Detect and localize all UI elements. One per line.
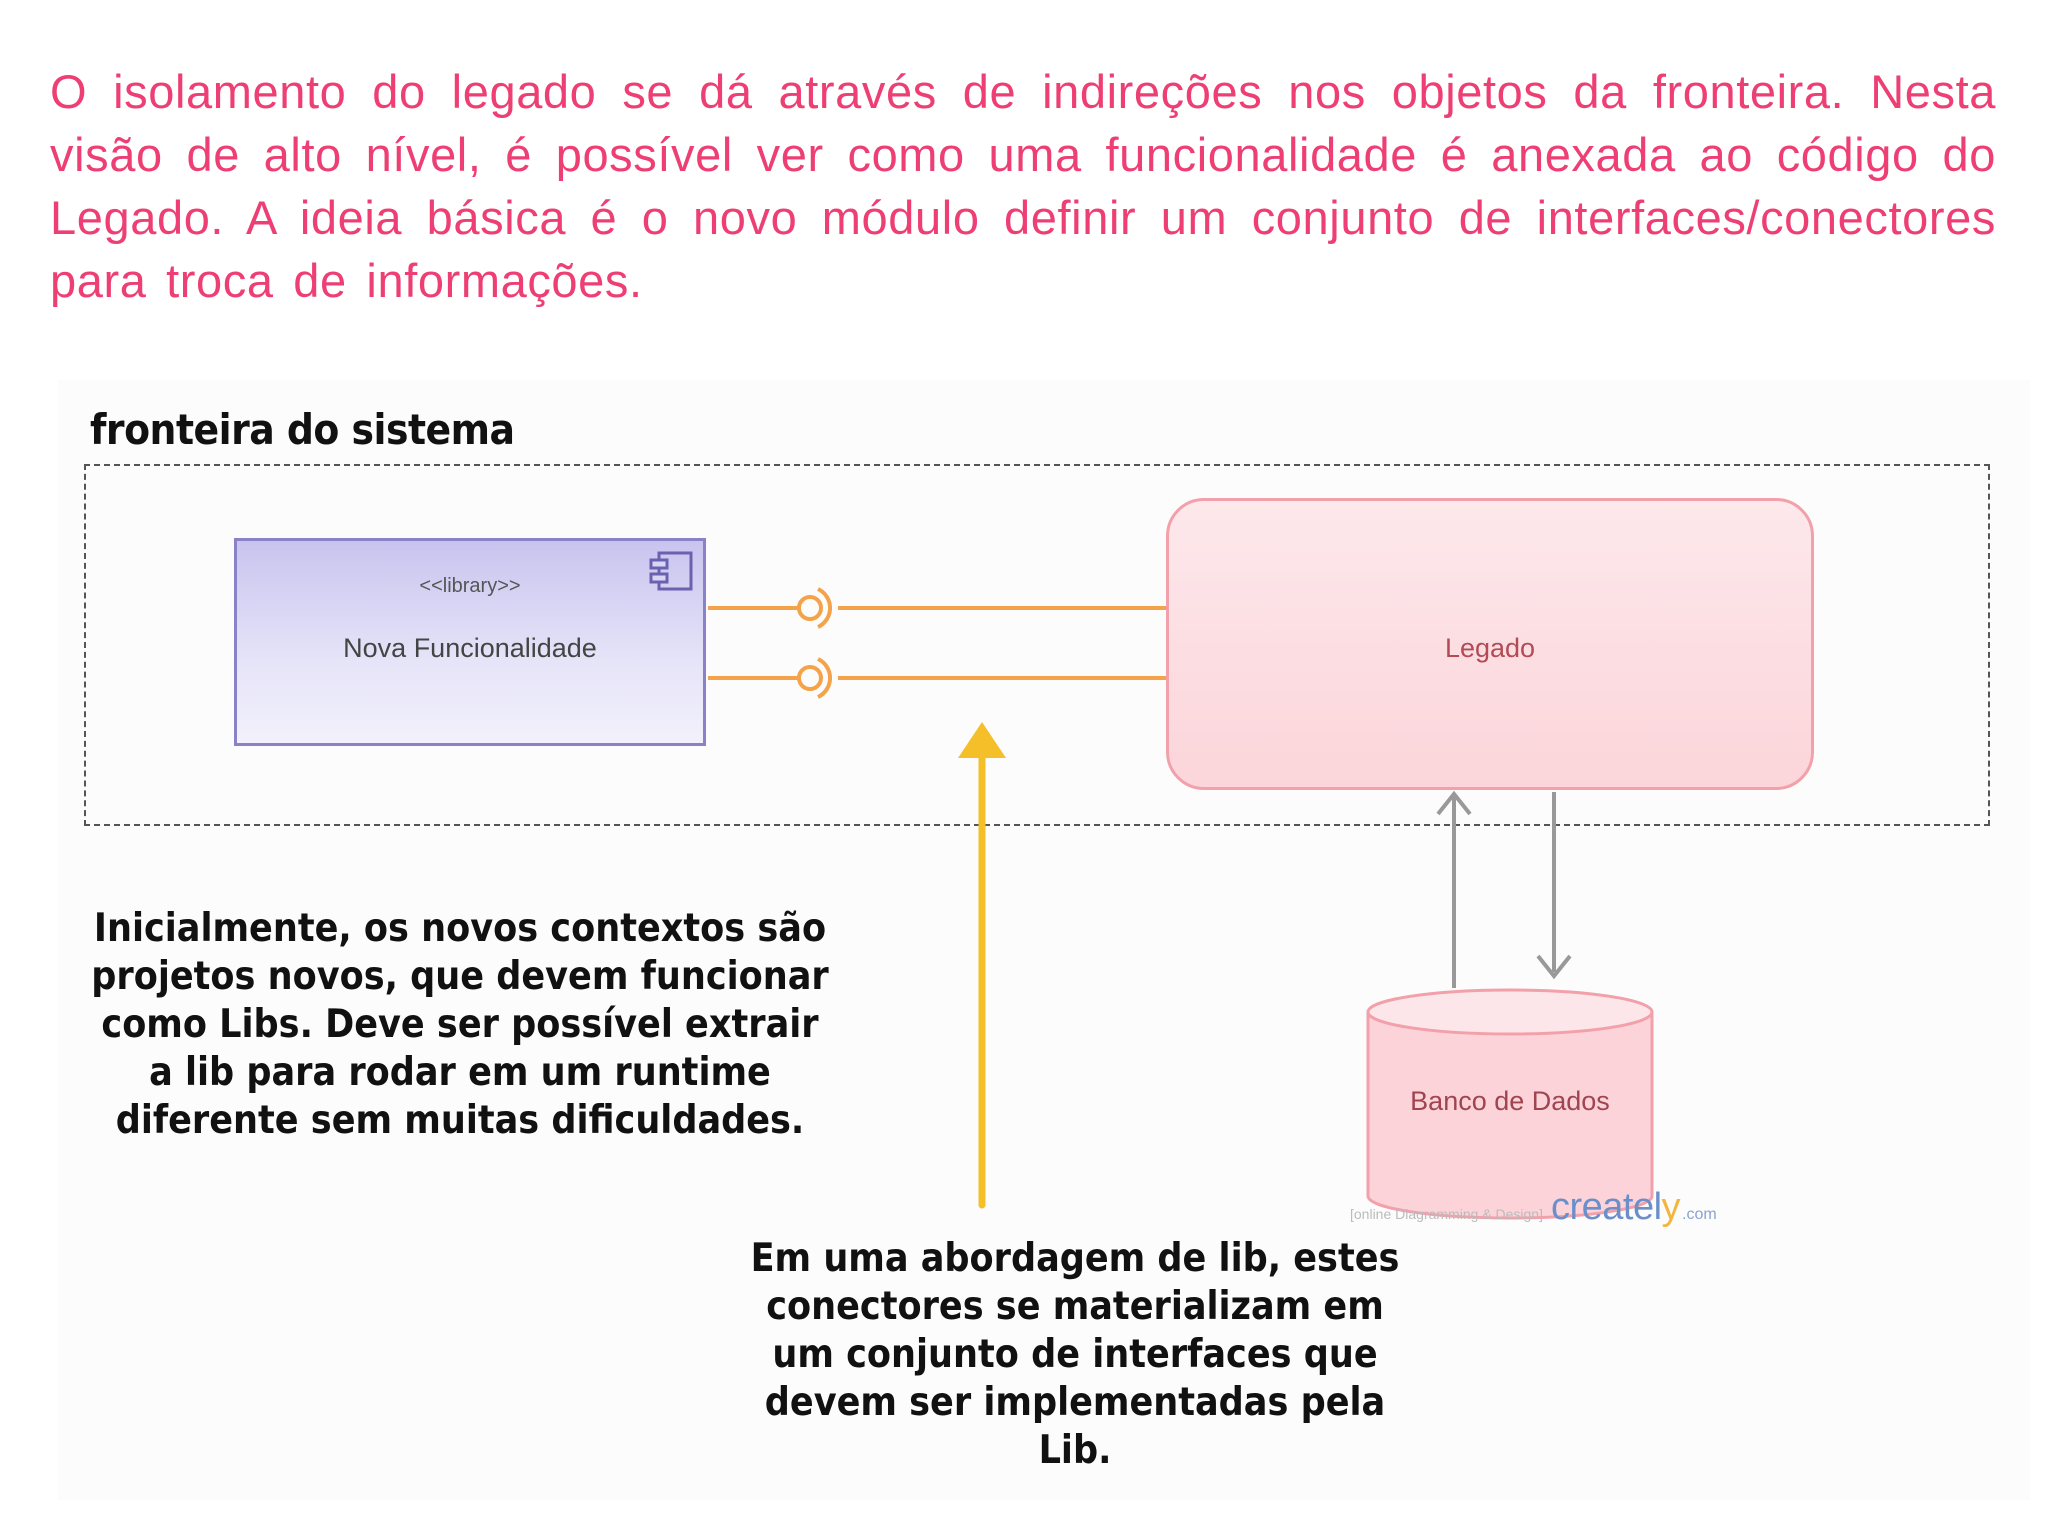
database-label: Banco de Dados — [1410, 1086, 1610, 1116]
boundary-title: fronteira do sistema — [90, 405, 515, 454]
watermark-brand-main: createl — [1550, 1186, 1662, 1228]
interface-connector-2 — [708, 659, 1166, 697]
watermark-prefix: [online Diagramming & Design] — [1350, 1206, 1543, 1222]
watermark-brand — [1551, 1186, 1680, 1228]
note-initial-contexts: Inicialmente, os novos contextos são projetos novos, que devem funcionar como Libs. Deve ser possível extrair a lib para rodar em um runtime diferente sem muitas dificuldades. — [91, 906, 829, 1143]
annotation-arrow — [958, 722, 1006, 1205]
watermark-suffix: .com — [1682, 1206, 1717, 1223]
intro-paragraph: O isolamento do legado se dá através de indireções nos objetos da fronteira. Nesta visão de alto nível, é possível ver como uma funcionalidade é anexada ao código do Legado. A ideia básica é o novo módulo definir um conjunto de interfaces/conectores para troca de informações. — [50, 65, 1996, 307]
legado-label: Legado — [1444, 633, 1536, 663]
component-stereotype: <<library>> — [419, 575, 521, 597]
creately-watermark — [1350, 1186, 1717, 1229]
watermark-brand-accent: y — [1661, 1186, 1681, 1228]
note-lib-approach: Em uma abordagem de lib, estes conectores se materializam em um conjunto de interfaces que devem ser implementadas pela Lib. — [750, 1236, 1400, 1473]
database-to-legado-arrow — [1438, 794, 1470, 988]
component-name: Nova Funcionalidade — [343, 633, 597, 663]
legado-to-database-arrow — [1538, 792, 1570, 976]
interface-connector-1 — [708, 589, 1166, 627]
